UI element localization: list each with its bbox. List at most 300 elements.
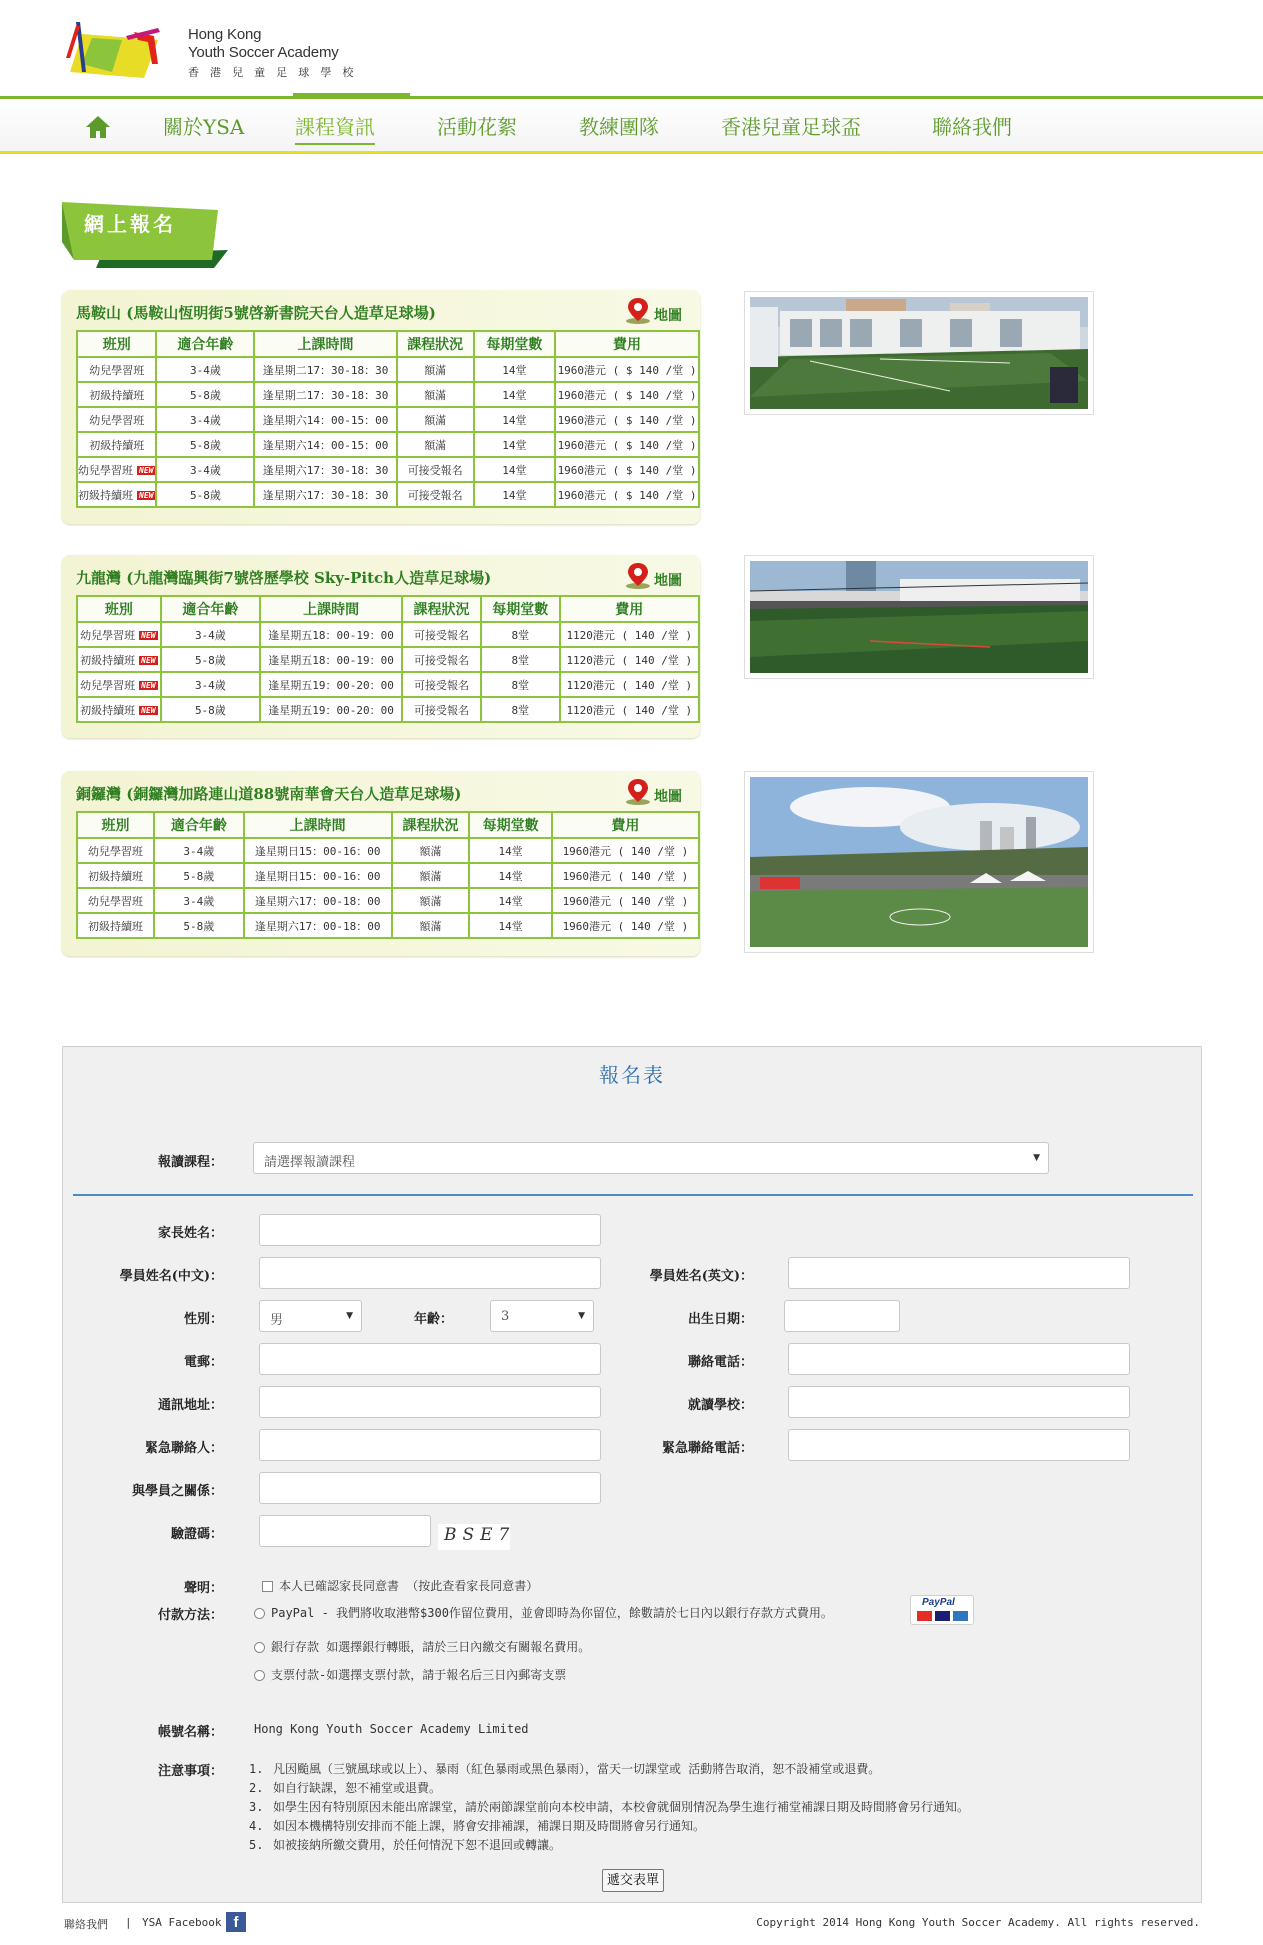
class-cell-text: 初級持續班 bbox=[88, 869, 144, 883]
age-cell bbox=[154, 913, 244, 938]
class-cell bbox=[77, 647, 161, 672]
address-input[interactable] bbox=[259, 1386, 601, 1418]
lessons-cell bbox=[469, 838, 552, 863]
status-cell-text: 可接受報名 bbox=[414, 678, 470, 692]
status-cell-text: 額滿 bbox=[424, 388, 447, 402]
payment-option-text: 銀行存款 如選擇銀行轉賬，請於三日內繳交有關報名費用。 bbox=[271, 1640, 591, 1654]
status-cell-text: 額滿 bbox=[419, 869, 442, 883]
fee-cell bbox=[555, 407, 699, 432]
notes-list bbox=[249, 1760, 969, 1855]
class-cell bbox=[77, 838, 154, 863]
time-cell bbox=[254, 357, 396, 382]
table-header-row bbox=[77, 331, 699, 357]
fee-cell-text: 1960港元 ( $ 140 /堂 ) bbox=[557, 388, 697, 402]
fee-cell bbox=[552, 863, 699, 888]
main-nav bbox=[0, 96, 1263, 154]
chevron-down-icon: ▼ bbox=[346, 1311, 353, 1321]
fee-cell bbox=[560, 622, 699, 647]
table-row bbox=[77, 357, 699, 382]
footer-separator: | bbox=[125, 1916, 132, 1929]
lessons-cell-text: 14堂 bbox=[502, 488, 527, 502]
time-cell-text: 逢星期五18：00-19：00 bbox=[268, 628, 394, 642]
school-label: 就讀學校： bbox=[687, 1398, 753, 1413]
time-cell-text: 逢星期六17：00-18：00 bbox=[254, 919, 381, 933]
table-row bbox=[77, 863, 699, 888]
time-cell bbox=[254, 482, 396, 507]
fee-cell-text: 1960港元 ( 140 /堂 ) bbox=[562, 844, 689, 858]
lessons-cell bbox=[474, 382, 555, 407]
footer-contact-link[interactable]: 聯絡我們 bbox=[64, 1918, 108, 1931]
column-header: 費用 bbox=[560, 596, 699, 622]
class-cell bbox=[77, 407, 156, 432]
lessons-cell-text: 14堂 bbox=[502, 413, 527, 427]
venue-photo bbox=[744, 291, 1094, 415]
column-header: 上課時間 bbox=[260, 596, 402, 622]
map-link[interactable] bbox=[624, 777, 686, 805]
class-cell-text: 初級持續班 bbox=[78, 488, 133, 502]
class-cell bbox=[77, 357, 156, 382]
nav-item-cup[interactable]: 香港兒童足球盃 bbox=[721, 115, 861, 139]
time-cell bbox=[244, 863, 392, 888]
note-item: 2. 如自行缺課，恕不補堂或退費。 bbox=[249, 1781, 442, 1795]
payment-option-bank[interactable] bbox=[254, 1638, 590, 1655]
age-cell-text: 5-8歲 bbox=[189, 438, 221, 452]
column-header: 課程狀況 bbox=[392, 812, 470, 838]
time-cell bbox=[260, 647, 402, 672]
status-cell bbox=[397, 432, 474, 457]
class-cell bbox=[77, 432, 156, 457]
status-cell bbox=[392, 838, 470, 863]
nav-item-contact[interactable]: 聯絡我們 bbox=[932, 115, 1012, 139]
map-pin-icon bbox=[624, 777, 652, 805]
nav-active-indicator bbox=[293, 93, 410, 97]
form-title: 報名表 bbox=[599, 1063, 665, 1087]
class-cell bbox=[77, 672, 161, 697]
age-cell bbox=[154, 838, 244, 863]
time-cell-text: 逢星期五19：00-20：00 bbox=[268, 678, 394, 692]
status-cell bbox=[397, 382, 474, 407]
payment-option-paypal[interactable] bbox=[254, 1604, 833, 1621]
table-header-row bbox=[77, 596, 699, 622]
status-cell bbox=[397, 482, 474, 507]
time-cell-text: 逢星期六17：00-18：00 bbox=[254, 894, 381, 908]
table-row bbox=[77, 647, 699, 672]
age-cell bbox=[161, 697, 260, 722]
fee-cell bbox=[560, 697, 699, 722]
status-cell bbox=[392, 863, 470, 888]
phone-input[interactable] bbox=[788, 1343, 1130, 1375]
pitch-photo-2 bbox=[750, 561, 1088, 673]
lessons-cell bbox=[469, 888, 552, 913]
age-cell-text: 3-4歲 bbox=[189, 463, 221, 477]
age-cell bbox=[161, 622, 260, 647]
class-cell-text: 幼兒學習班 bbox=[88, 844, 144, 858]
fee-cell bbox=[555, 432, 699, 457]
time-cell bbox=[260, 622, 402, 647]
age-cell-text: 3-4歲 bbox=[183, 894, 215, 908]
time-cell-text: 逢星期日15：00-16：00 bbox=[254, 844, 381, 858]
class-cell bbox=[77, 863, 154, 888]
age-cell-text: 5-8歲 bbox=[194, 653, 226, 667]
table-row bbox=[77, 382, 699, 407]
logo-text bbox=[188, 26, 357, 80]
class-cell-text: 幼兒學習班 bbox=[89, 413, 145, 427]
relationship-label: 與學員之關係： bbox=[131, 1484, 223, 1499]
table-row bbox=[77, 913, 699, 938]
age-cell-text: 5-8歲 bbox=[189, 488, 221, 502]
table-row bbox=[77, 407, 699, 432]
status-cell bbox=[397, 457, 474, 482]
fee-cell-text: 1960港元 ( $ 140 /堂 ) bbox=[557, 463, 697, 477]
class-cell bbox=[77, 482, 156, 507]
registration-form bbox=[62, 1046, 1202, 1903]
lessons-cell bbox=[469, 863, 552, 888]
status-cell-text: 額滿 bbox=[419, 894, 442, 908]
paypal-badge bbox=[910, 1595, 974, 1625]
column-header: 班別 bbox=[77, 596, 161, 622]
map-label: 地圖 bbox=[654, 573, 682, 589]
notes-label: 注意事項： bbox=[157, 1764, 223, 1779]
dob-label: 出生日期： bbox=[687, 1312, 753, 1327]
class-cell bbox=[77, 457, 156, 482]
site-header bbox=[0, 0, 1263, 96]
note-item: 3. 如學生因有特別原因未能出席課堂，請於兩節課堂前向本校申請，本校會就個別情況為學生進行補堂補課日期及時間將會另行通知。 bbox=[249, 1800, 970, 1814]
time-cell-text: 逢星期六17：30-18：30 bbox=[262, 463, 389, 477]
class-cell-text: 初級持續班 bbox=[89, 388, 145, 402]
column-header: 上課時間 bbox=[254, 331, 396, 357]
home-icon[interactable] bbox=[85, 115, 111, 139]
status-cell-text: 額滿 bbox=[419, 919, 442, 933]
status-cell bbox=[392, 888, 470, 913]
age-select[interactable] bbox=[490, 1300, 594, 1332]
lessons-cell bbox=[481, 647, 560, 672]
lessons-cell bbox=[469, 913, 552, 938]
time-cell-text: 逢星期五19：00-20：00 bbox=[268, 703, 394, 717]
submit-button[interactable]: 遞交表單 bbox=[602, 1869, 664, 1892]
time-cell bbox=[254, 432, 396, 457]
chevron-down-icon: ▼ bbox=[578, 1311, 585, 1321]
pitch-photo-3 bbox=[750, 777, 1088, 947]
schedule-table bbox=[76, 811, 700, 939]
cheque-radio[interactable] bbox=[254, 1670, 265, 1681]
age-cell bbox=[154, 863, 244, 888]
column-header: 適合年齡 bbox=[154, 812, 244, 838]
gender-label: 性別： bbox=[183, 1312, 223, 1327]
payment-label: 付款方法： bbox=[157, 1608, 223, 1623]
status-cell bbox=[397, 357, 474, 382]
table-row bbox=[77, 838, 699, 863]
logo-mark-icon bbox=[62, 18, 182, 80]
table-header-row bbox=[77, 812, 699, 838]
nav-item-courses[interactable]: 課程資訊 bbox=[295, 111, 375, 145]
age-cell bbox=[154, 888, 244, 913]
column-header: 費用 bbox=[552, 812, 699, 838]
course-select-value: 請選擇報讀課程 bbox=[264, 1155, 356, 1170]
age-cell-text: 5-8歲 bbox=[183, 919, 215, 933]
age-cell-text: 3-4歲 bbox=[189, 363, 221, 377]
venue-title: 銅鑼灣 (銅鑼灣加路連山道88號南華會天台人造草足球場) bbox=[76, 785, 462, 803]
age-cell bbox=[156, 382, 254, 407]
nav-item-coaches[interactable]: 教練團隊 bbox=[579, 115, 659, 139]
age-cell bbox=[156, 357, 254, 382]
logo[interactable] bbox=[62, 18, 362, 82]
logo-name-line2: Youth Soccer Academy bbox=[188, 44, 339, 61]
table-row bbox=[77, 457, 699, 482]
footer-facebook-link[interactable]: YSA Facebook bbox=[142, 1916, 222, 1929]
status-cell-text: 可接受報名 bbox=[414, 703, 470, 717]
map-link[interactable] bbox=[624, 296, 686, 324]
emergency-contact-label: 緊急聯絡人： bbox=[144, 1441, 223, 1456]
age-cell bbox=[156, 407, 254, 432]
note-item: 5. 如被接納所繳交費用，於任何情況下恕不退回或轉讓。 bbox=[249, 1838, 562, 1852]
fee-cell bbox=[555, 482, 699, 507]
time-cell-text: 逢星期六17：30-18：30 bbox=[262, 488, 389, 502]
time-cell-text: 逢星期六14：00-15：00 bbox=[262, 413, 389, 427]
fee-cell bbox=[560, 647, 699, 672]
schedule-table bbox=[76, 330, 700, 508]
fee-cell bbox=[555, 357, 699, 382]
footer-copyright: Copyright 2014 Hong Kong Youth Soccer Academy. All rights reserved. bbox=[756, 1916, 1200, 1929]
time-cell bbox=[260, 697, 402, 722]
column-header: 每期堂數 bbox=[481, 596, 560, 622]
footer bbox=[62, 1912, 1202, 1936]
venue-card bbox=[62, 771, 700, 956]
time-cell-text: 逢星期五18：00-19：00 bbox=[268, 653, 394, 667]
captcha-label: 驗證碼： bbox=[170, 1527, 223, 1542]
nav-item-gallery[interactable]: 活動花絮 bbox=[437, 115, 517, 139]
chevron-down-icon: ▼ bbox=[1033, 1153, 1040, 1163]
pitch-photo-1 bbox=[750, 297, 1088, 409]
status-cell bbox=[397, 407, 474, 432]
fee-cell bbox=[552, 888, 699, 913]
course-select[interactable] bbox=[253, 1142, 1049, 1174]
facebook-icon[interactable]: f bbox=[226, 1912, 246, 1932]
gender-select[interactable] bbox=[259, 1300, 362, 1332]
fee-cell-text: 1960港元 ( 140 /堂 ) bbox=[562, 919, 689, 933]
student-name-zh-label: 學員姓名(中文)： bbox=[119, 1269, 223, 1284]
map-pin-icon bbox=[624, 296, 652, 324]
lessons-cell-text: 14堂 bbox=[498, 919, 523, 933]
address-label: 通訊地址： bbox=[157, 1398, 223, 1413]
class-cell-text: 初級持續班 bbox=[80, 653, 136, 667]
time-cell bbox=[254, 407, 396, 432]
fee-cell bbox=[552, 913, 699, 938]
new-badge: NEW bbox=[141, 706, 156, 715]
fee-cell-text: 1120港元 ( 140 /堂 ) bbox=[566, 653, 693, 667]
table-row bbox=[77, 432, 699, 457]
class-cell-text: 幼兒學習班 bbox=[89, 363, 145, 377]
lessons-cell-text: 14堂 bbox=[498, 844, 523, 858]
parent-name-input[interactable] bbox=[259, 1214, 601, 1246]
lessons-cell-text: 14堂 bbox=[502, 363, 527, 377]
lessons-cell-text: 14堂 bbox=[498, 894, 523, 908]
form-divider bbox=[73, 1194, 1193, 1196]
captcha-image: BSE7 bbox=[438, 1524, 510, 1550]
student-name-en-input[interactable] bbox=[788, 1257, 1130, 1289]
age-cell-text: 5-8歲 bbox=[194, 703, 226, 717]
table-row bbox=[77, 622, 699, 647]
logo-name-chinese: 香 港 兒 童 足 球 學 校 bbox=[188, 67, 358, 79]
email-label: 電郵： bbox=[183, 1355, 223, 1370]
age-label: 年齡： bbox=[413, 1312, 453, 1327]
class-cell bbox=[77, 888, 154, 913]
lessons-cell-text: 14堂 bbox=[502, 388, 527, 402]
status-cell bbox=[402, 622, 481, 647]
status-cell-text: 可接受報名 bbox=[407, 463, 463, 477]
status-cell-text: 額滿 bbox=[424, 413, 447, 427]
payment-option-cheque[interactable] bbox=[254, 1666, 566, 1683]
declaration-checkbox[interactable] bbox=[262, 1581, 273, 1592]
class-cell-text: 幼兒學習班 bbox=[80, 678, 136, 692]
status-cell-text: 可接受報名 bbox=[414, 653, 470, 667]
note-item: 4. 如因本機構特別安排而不能上課，將會安排補課，補課日期及時間將會另行通知。 bbox=[249, 1819, 706, 1833]
map-label: 地圖 bbox=[654, 789, 682, 805]
fee-cell-text: 1960港元 ( $ 140 /堂 ) bbox=[557, 438, 697, 452]
section-title: 網上報名 bbox=[84, 212, 176, 236]
amex-icon bbox=[953, 1611, 968, 1621]
class-cell bbox=[77, 382, 156, 407]
payment-option-text: PayPal - 我們將收取港幣$300作留位費用，並會即時為你留位，餘數請於七日內以銀行存款方式費用。 bbox=[271, 1606, 833, 1620]
declaration-label: 聲明： bbox=[183, 1581, 223, 1596]
logo-name-line1: Hong Kong bbox=[188, 26, 262, 43]
age-cell-text: 5-8歲 bbox=[189, 388, 221, 402]
fee-cell bbox=[555, 457, 699, 482]
map-link[interactable] bbox=[624, 561, 686, 589]
status-cell bbox=[402, 647, 481, 672]
lessons-cell-text: 14堂 bbox=[502, 463, 527, 477]
account-value: Hong Kong Youth Soccer Academy Limited bbox=[254, 1722, 529, 1736]
column-header: 課程狀況 bbox=[402, 596, 481, 622]
paypal-radio[interactable] bbox=[254, 1608, 265, 1619]
column-header: 課程狀況 bbox=[397, 331, 474, 357]
column-header: 班別 bbox=[77, 812, 154, 838]
fee-cell bbox=[552, 838, 699, 863]
status-cell bbox=[402, 672, 481, 697]
payment-option-text: 支票付款-如選擇支票付款，請于報名后三日內郵寄支票 bbox=[271, 1668, 567, 1682]
column-header: 適合年齡 bbox=[161, 596, 260, 622]
table-row bbox=[77, 888, 699, 913]
course-label: 報讀課程： bbox=[157, 1155, 223, 1170]
fee-cell-text: 1960港元 ( $ 140 /堂 ) bbox=[557, 413, 697, 427]
age-cell bbox=[161, 647, 260, 672]
declaration-text: 本人已確認家長同意書 （按此查看家長同意書） bbox=[279, 1579, 539, 1593]
fee-cell-text: 1960港元 ( $ 140 /堂 ) bbox=[557, 363, 697, 377]
class-cell-text: 初級持續班 bbox=[89, 438, 145, 452]
status-cell bbox=[392, 913, 470, 938]
schedule-table bbox=[76, 595, 700, 723]
lessons-cell bbox=[481, 622, 560, 647]
lessons-cell bbox=[474, 482, 555, 507]
emergency-phone-label: 緊急聯絡電話： bbox=[661, 1441, 753, 1456]
status-cell-text: 額滿 bbox=[424, 363, 447, 377]
account-label: 帳號名稱： bbox=[157, 1725, 223, 1740]
status-cell-text: 可接受報名 bbox=[407, 488, 463, 502]
time-cell-text: 逢星期二17：30-18：30 bbox=[262, 388, 389, 402]
fee-cell bbox=[555, 382, 699, 407]
class-cell-text: 初級持續班 bbox=[88, 919, 144, 933]
relationship-input[interactable] bbox=[259, 1472, 601, 1504]
fee-cell-text: 1960港元 ( 140 /堂 ) bbox=[562, 894, 689, 908]
new-badge: NEW bbox=[141, 681, 156, 690]
column-header: 每期堂數 bbox=[469, 812, 552, 838]
lessons-cell-text: 14堂 bbox=[498, 869, 523, 883]
lessons-cell bbox=[481, 672, 560, 697]
dob-input[interactable] bbox=[784, 1300, 900, 1332]
status-cell-text: 額滿 bbox=[424, 438, 447, 452]
lessons-cell bbox=[474, 457, 555, 482]
mastercard-icon bbox=[917, 1611, 932, 1621]
lessons-cell-text: 14堂 bbox=[502, 438, 527, 452]
venue-card bbox=[62, 555, 700, 738]
new-badge: NEW bbox=[141, 656, 156, 665]
lessons-cell-text: 8堂 bbox=[511, 628, 530, 642]
fee-cell-text: 1960港元 ( 140 /堂 ) bbox=[562, 869, 689, 883]
parent-name-label: 家長姓名： bbox=[157, 1226, 223, 1241]
age-cell bbox=[156, 432, 254, 457]
new-badge: NEW bbox=[139, 491, 154, 500]
age-cell bbox=[156, 457, 254, 482]
lessons-cell bbox=[474, 357, 555, 382]
fee-cell-text: 1120港元 ( 140 /堂 ) bbox=[566, 678, 693, 692]
fee-cell bbox=[560, 672, 699, 697]
age-cell-text: 5-8歲 bbox=[183, 869, 215, 883]
lessons-cell bbox=[481, 697, 560, 722]
captcha-input[interactable] bbox=[259, 1515, 431, 1547]
class-cell bbox=[77, 697, 161, 722]
venue-photo bbox=[744, 555, 1094, 679]
phone-label: 聯絡電話： bbox=[687, 1355, 753, 1370]
venue-title: 九龍灣 (九龍灣臨興街7號啓歷學校 Sky-Pitch人造草足球場) bbox=[76, 569, 492, 587]
time-cell bbox=[254, 457, 396, 482]
age-cell-text: 3-4歲 bbox=[194, 628, 226, 642]
note-item: 1. 凡因颱風（三號風球或以上）、暴雨（紅色暴雨或黑色暴雨），當天一切課堂或 活動將告取消，恕不設補堂或退費。 bbox=[249, 1762, 881, 1776]
emergency-phone-input[interactable] bbox=[788, 1429, 1130, 1461]
fee-cell-text: 1120港元 ( 140 /堂 ) bbox=[566, 628, 693, 642]
emergency-contact-input[interactable] bbox=[259, 1429, 601, 1461]
new-badge: NEW bbox=[139, 466, 154, 475]
class-cell-text: 幼兒學習班 bbox=[80, 628, 136, 642]
class-cell bbox=[77, 622, 161, 647]
age-cell-text: 3-4歲 bbox=[189, 413, 221, 427]
declaration-checkbox-row[interactable] bbox=[262, 1577, 538, 1594]
table-row bbox=[77, 697, 699, 722]
fee-cell-text: 1960港元 ( $ 140 /堂 ) bbox=[557, 488, 697, 502]
time-cell-text: 逢星期六14：00-15：00 bbox=[262, 438, 389, 452]
lessons-cell bbox=[474, 432, 555, 457]
student-name-en-label: 學員姓名(英文)： bbox=[649, 1269, 753, 1284]
nav-item-about[interactable]: 關於YSA bbox=[163, 115, 245, 139]
age-select-value: 3 bbox=[501, 1309, 510, 1324]
age-cell bbox=[161, 672, 260, 697]
time-cell bbox=[244, 913, 392, 938]
bank-radio[interactable] bbox=[254, 1642, 265, 1653]
column-header: 班別 bbox=[77, 331, 156, 357]
school-input[interactable] bbox=[788, 1386, 1130, 1418]
status-cell-text: 可接受報名 bbox=[414, 628, 470, 642]
student-name-zh-input[interactable] bbox=[259, 1257, 601, 1289]
column-header: 適合年齡 bbox=[156, 331, 254, 357]
class-cell-text: 幼兒學習班 bbox=[88, 894, 144, 908]
time-cell bbox=[244, 888, 392, 913]
visa-icon bbox=[935, 1611, 950, 1621]
venue-photo bbox=[744, 771, 1094, 953]
lessons-cell-text: 8堂 bbox=[511, 678, 530, 692]
gender-select-value: 男 bbox=[270, 1313, 284, 1328]
email-input[interactable] bbox=[259, 1343, 601, 1375]
column-header: 每期堂數 bbox=[474, 331, 555, 357]
new-badge: NEW bbox=[141, 631, 156, 640]
lessons-cell bbox=[474, 407, 555, 432]
